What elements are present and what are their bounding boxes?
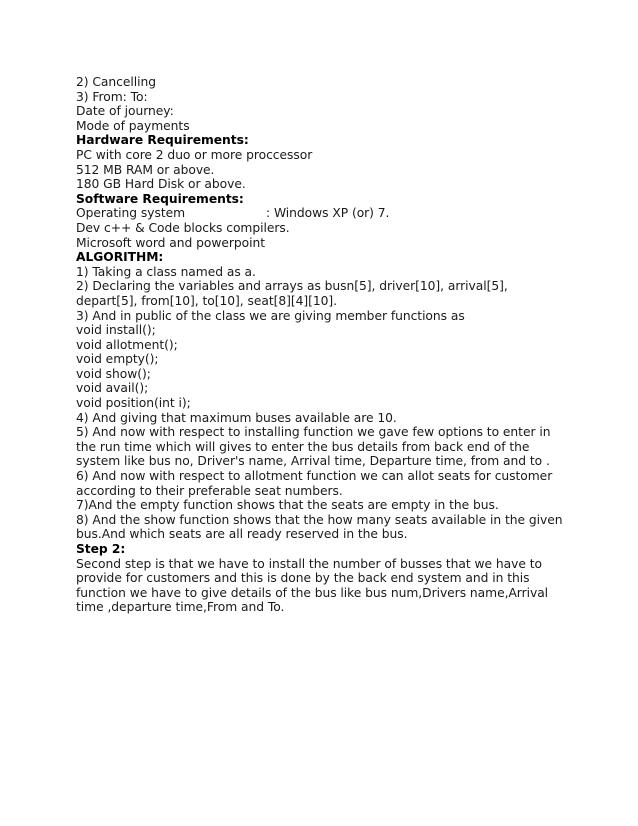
algorithm-line: depart[5], from[10], to[10], seat[8][4][10].	[76, 293, 338, 308]
text-line: Mode of payments	[76, 118, 190, 133]
step2-heading: Step 2:	[76, 542, 126, 556]
hardware-heading: Hardware Requirements:	[76, 133, 249, 148]
os-label: Operating system	[76, 206, 186, 221]
software-line: Microsoft word and powerpoint	[76, 235, 265, 250]
algorithm-line: 4) And giving that maximum buses available are 10.	[76, 410, 397, 425]
algorithm-line: void avail();	[76, 381, 149, 396]
algorithm-line: the run time which will gives to enter the bus details from back end of the	[76, 439, 530, 454]
algorithm-line: 1) Taking a class named as a.	[76, 264, 256, 279]
algorithm-line: 7)And the empty function shows that the seats are empty in the bus.	[76, 498, 499, 513]
algorithm-line: system like bus no, Driver's name, Arrival time, Departure time, from and to .	[76, 454, 550, 469]
text-line: Date of journey:	[76, 104, 174, 119]
algorithm-line: 6) And now with respect to allotment function we can allot seats for customer	[76, 469, 553, 484]
algorithm-line: void empty();	[76, 352, 159, 367]
algorithm-line: void position(int i);	[76, 396, 191, 411]
algorithm-line: void show();	[76, 366, 151, 381]
software-heading: Software Requirements:	[76, 191, 244, 206]
algorithm-line: 3) And in public of the class we are giving member functions as	[76, 308, 465, 323]
step2-line: function we have to give details of the bus like bus num,Drivers name,Arrival	[76, 585, 549, 600]
step2-line: provide for customers and this is done by the back end system and in this	[76, 571, 530, 586]
step2-line: time ,departure time,From and To.	[76, 600, 285, 615]
text-line: 2) Cancelling	[76, 75, 156, 89]
text-line: 3) From: To:	[76, 89, 148, 104]
os-value: : Windows XP (or) 7.	[266, 206, 390, 221]
algorithm-line: void install();	[76, 323, 156, 338]
algorithm-line: bus.And which seats are all ready reserved in the bus.	[76, 527, 408, 542]
hardware-line: PC with core 2 duo or more proccessor	[76, 147, 313, 162]
algorithm-line: according to their preferable seat numbers.	[76, 483, 343, 498]
hardware-line: 512 MB RAM or above.	[76, 162, 215, 177]
algorithm-line: 2) Declaring the variables and arrays as busn[5], driver[10], arrival[5],	[76, 279, 508, 294]
software-line: Dev c++ & Code blocks compilers.	[76, 220, 290, 235]
step2-line: Second step is that we have to install the number of busses that we have to	[76, 556, 543, 571]
software-os-line	[76, 206, 576, 221]
algorithm-line: 5) And now with respect to installing function we gave few options to enter in	[76, 425, 551, 440]
algorithm-heading: ALGORITHM:	[76, 250, 164, 265]
document-body	[76, 75, 576, 615]
algorithm-line: void allotment();	[76, 337, 178, 352]
hardware-line: 180 GB Hard Disk or above.	[76, 177, 246, 192]
algorithm-line: 8) And the show function shows that the how many seats available in the given	[76, 512, 563, 527]
